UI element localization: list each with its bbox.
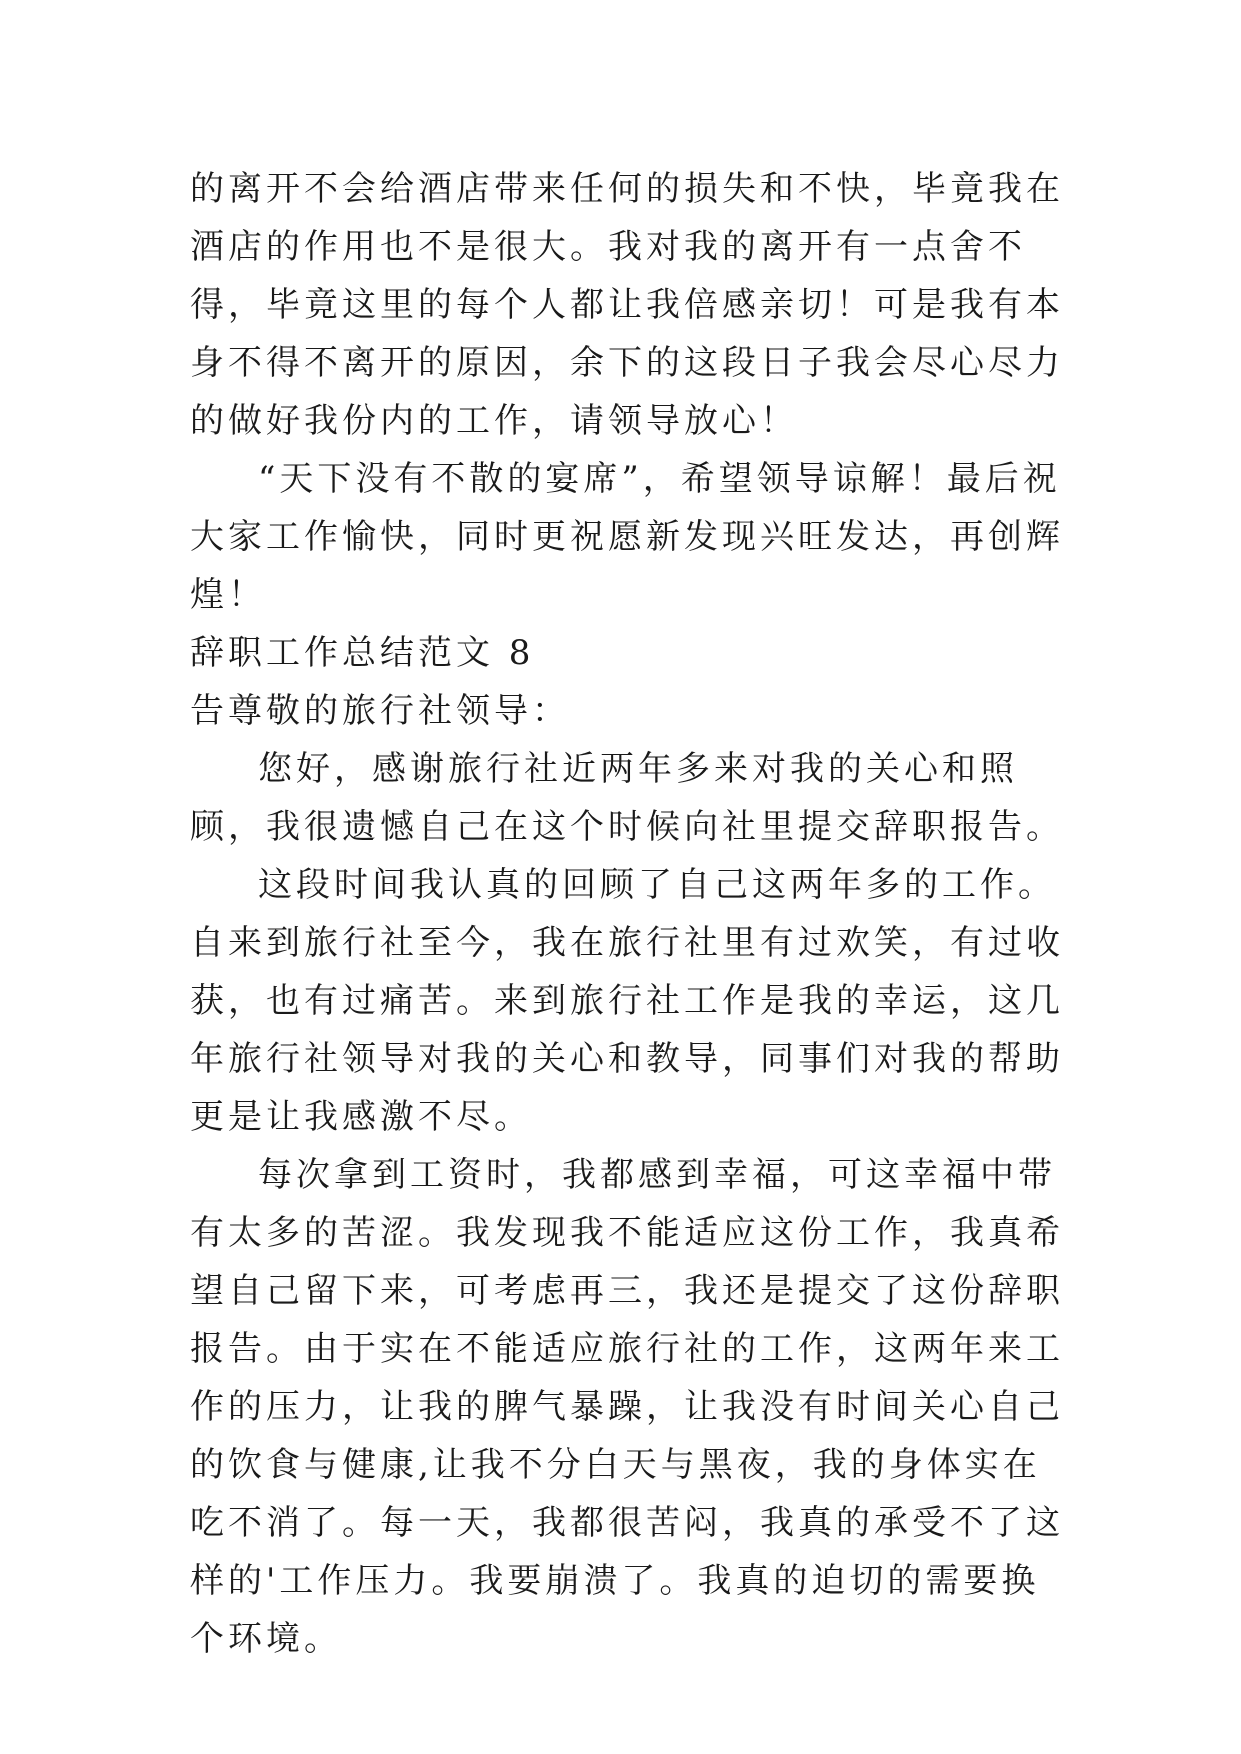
salutation: 告尊敬的旅行社领导： — [190, 691, 570, 731]
continuation-paragraph: 的离开不会给酒店带来任何的损失和不快，毕竟我在酒店的作用也不是很大。我对我的离开有一点舍不得，毕竟这里的每个人都让我倍感亲切！可是我有本身不得不离开的原因，余下的这段日子我会尽心尽力的做好我份内的工作，请领导放心！ — [190, 169, 1064, 441]
section-title: 辞职工作总结范文 8 — [190, 633, 535, 673]
body-paragraph-1: 您好，感谢旅行社近两年多来对我的关心和照顾，我很遗憾自己在这个时候向社里提交辞职报告。 — [190, 749, 1064, 847]
closing-paragraph: “天下没有不散的宴席”，希望领导谅解！最后祝大家工作愉快，同时更祝愿新发现兴旺发达，再创辉煌！ — [190, 459, 1064, 615]
body-paragraph-2: 这段时间我认真的回顾了自己这两年多的工作。自来到旅行社至今，我在旅行社里有过欢笑，有过收获，也有过痛苦。来到旅行社工作是我的幸运，这几年旅行社领导对我的关心和教导，同事们对我的帮助更是让我感激不尽。 — [190, 865, 1064, 1137]
document-body — [190, 160, 1070, 1668]
body-paragraph-3: 每次拿到工资时，我都感到幸福，可这幸福中带有太多的苦涩。我发现我不能适应这份工作，我真希望自己留下来，可考虑再三，我还是提交了这份辞职报告。由于实在不能适应旅行社的工作，这两年来工作的压力，让我的脾气暴躁，让我没有时间关心自己的饮食与健康,让我不分白天与黑夜，我的身体实在吃不消了。每一天，我都很苦闷，我真的承受不了这样的'工作压力。我要崩溃了。我真的迫切的需要换个环境。 — [190, 1155, 1064, 1659]
